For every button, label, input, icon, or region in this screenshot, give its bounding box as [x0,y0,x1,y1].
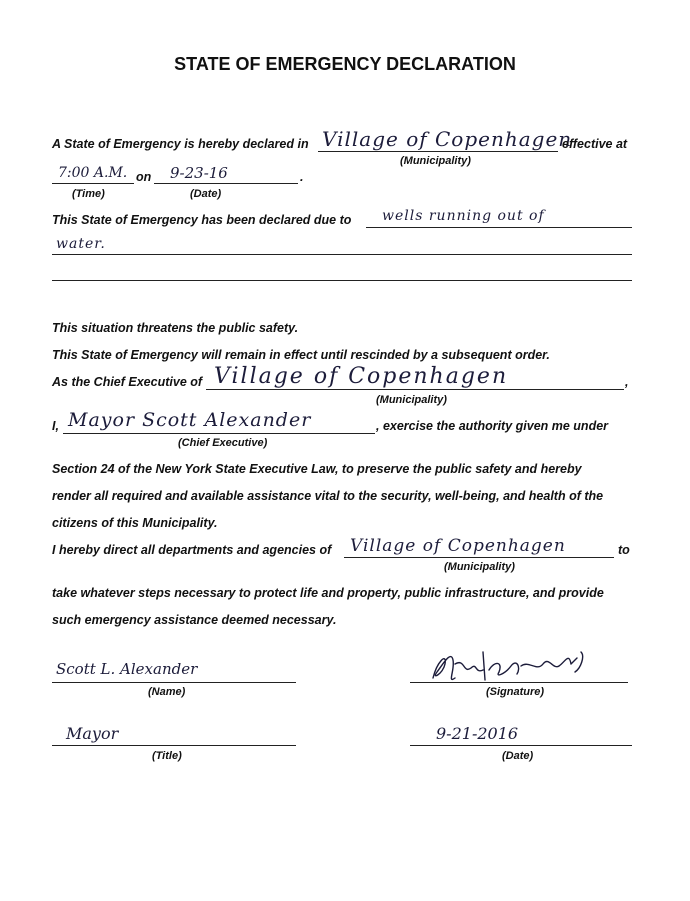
name-line [52,682,296,683]
time-line [52,183,134,184]
date-caption-2: (Date) [502,750,534,762]
municipality-2-line [206,389,624,390]
date-caption: (Date) [190,188,222,200]
steps-line-1: take whatever steps necessary to protect life and property, public infrastructure, and provide [52,586,604,600]
comma: , [625,375,629,389]
chief-exec-caption: (Chief Executive) [178,437,268,449]
period: . [300,170,304,184]
municipality-2-value: Village of Copenhagen [214,364,509,389]
to-label: to [618,543,630,557]
exercise-label: , exercise the authority given me under [376,419,609,433]
chief-executive-line [63,433,375,434]
date-line [154,183,298,184]
municipality-3-caption: (Municipality) [444,561,515,573]
municipality-3-line [344,557,614,558]
signature-image [425,644,605,690]
name-caption: (Name) [148,686,186,698]
reason-line-1 [366,227,632,228]
title-line [52,745,296,746]
due-to-label: This State of Emergency has been declared due to [52,213,352,227]
signature-caption: (Signature) [486,686,545,698]
section-line-2: render all required and available assistance vital to the security, well-being, and health of the [52,489,604,503]
section-line-3: citizens of this Municipality. [52,516,218,530]
municipality-1-line [318,151,558,152]
remain-line: This State of Emergency will remain in effect until rescinded by a subsequent order. [52,348,550,362]
reason-line-3 [52,280,632,281]
declared-in-label: A State of Emergency is hereby declared in [52,137,309,151]
signed-date-line [410,745,632,746]
threat-line: This situation threatens the public safety. [52,321,299,335]
signed-date-value: 9-21-2016 [436,724,519,743]
direct-label: I hereby direct all departments and agencies of [52,543,332,557]
effective-at-label: effective at [562,137,628,151]
time-value: 7:00 A.M. [58,165,128,181]
page-title: STATE OF EMERGENCY DECLARATION [174,54,516,74]
name-value: Scott L. Alexander [56,660,198,678]
i-label: I, [52,419,59,433]
municipality-1-value: Village of Copenhagen [322,127,573,151]
steps-line-2: such emergency assistance deemed necessary. [52,613,337,627]
on-label: on [136,170,152,184]
time-caption: (Time) [72,188,105,200]
title-caption: (Title) [152,750,182,762]
chief-exec-label: As the Chief Executive of [52,375,203,389]
reason-line-2 [52,254,632,255]
chief-executive-value: Mayor Scott Alexander [68,409,312,431]
section-line-1: Section 24 of the New York State Executive Law, to preserve the public safety and hereby [52,462,582,476]
title-value: Mayor [66,724,119,743]
municipality-1-caption: (Municipality) [400,155,471,167]
date-value: 9-23-16 [170,164,228,182]
municipality-2-caption: (Municipality) [376,394,447,406]
municipality-3-value: Village of Copenhagen [350,536,566,556]
reason-value-2: water. [56,236,106,252]
reason-value-1: wells running out of [382,208,545,224]
